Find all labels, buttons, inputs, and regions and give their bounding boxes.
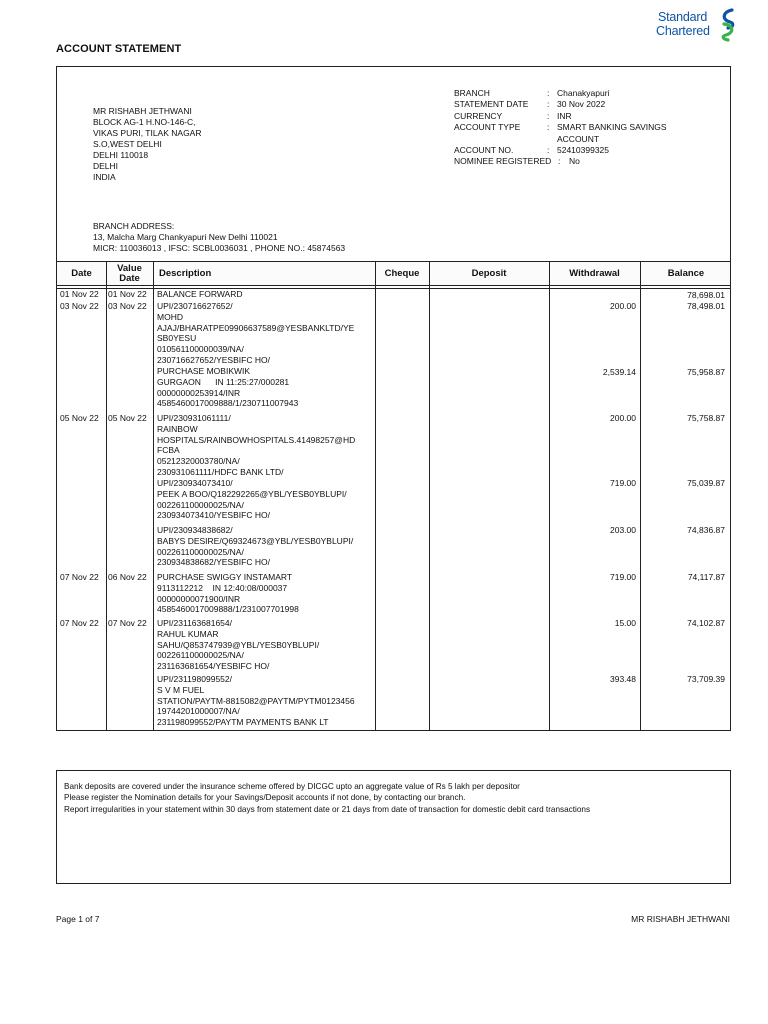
notes-text	[64, 781, 590, 815]
row-value-date: 01 Nov 22	[108, 289, 147, 299]
info-label: BRANCH	[454, 88, 490, 98]
row-description: PURCHASE MOBIKWIK GURGAON IN 11:25:27/000281 00000000253914/INR 4585460017009888/1/230711007943	[157, 366, 299, 409]
page-number: Page 1 of 7	[56, 914, 100, 924]
row-date: 07 Nov 22	[60, 572, 99, 582]
branch-codes-line: MICR: 110036013 , IFSC: SCBL0036031 , PHONE NO.: 45874563	[93, 242, 346, 253]
info-value: SMART BANKING SAVINGS	[557, 122, 667, 133]
info-colon: :	[547, 144, 550, 155]
col-header-date: Date	[71, 267, 92, 279]
address-line: DELHI	[93, 161, 119, 171]
address-line: VIKAS PURI, TILAK NAGAR	[93, 128, 202, 138]
info-value: No	[569, 156, 580, 167]
col-header-deposit: Deposit	[471, 267, 507, 279]
row-description: UPI/231163681654/ RAHUL KUMAR SAHU/Q853747939@YBL/YESB0YBLUPI/ 002261100000025/NA/ 231163681654/YESBIFC HO/	[157, 618, 320, 672]
info-colon: :	[558, 156, 561, 167]
row-description: UPI/231198099552/ S V M FUEL STATION/PAYTM-8815082@PAYTM/PYTM0123456 19744201000007/NA/ 231198099552/PAYTM PAYMENTS BANK LT	[157, 674, 355, 728]
row-date: 01 Nov 22	[60, 289, 99, 299]
info-value: INR	[557, 110, 572, 121]
info-label: NOMINEE REGISTERED	[454, 156, 552, 167]
customer-address-block	[93, 106, 202, 183]
row-balance: 75,958.87	[687, 367, 725, 377]
note-line: Bank deposits are covered under the insurance scheme offered by DICGC upto an aggregate value of Rs 5 lakh per depositor	[64, 782, 520, 791]
info-label: ACCOUNT TYPE	[454, 122, 521, 133]
col-header-withdrawal: Withdrawal	[569, 267, 620, 279]
note-line: Please register the Nomination details for your Savings/Deposit accounts if not done, by contacting our branch.	[64, 793, 466, 803]
row-withdrawal: 200.00	[610, 413, 636, 423]
column-divider	[153, 262, 154, 731]
column-divider	[640, 262, 641, 731]
branch-address-line: 13, Malcha Marg Chankyapuri New Delhi 110021	[93, 231, 278, 242]
logo-text-line2: Chartered	[656, 24, 710, 38]
row-withdrawal: 203.00	[610, 525, 636, 535]
address-line: S.O,WEST DELHI	[93, 139, 162, 149]
row-description: UPI/230934838682/ BABYS DESIRE/Q69324673@YBL/YESB0YBLUPI/ 002261100000025/NA/ 230934838682/YESBIFC HO/	[157, 525, 354, 568]
column-divider	[549, 262, 550, 731]
bank-logo	[656, 8, 740, 42]
info-colon: :	[547, 122, 550, 133]
row-balance: 74,836.87	[687, 525, 725, 535]
row-value-date: 07 Nov 22	[108, 618, 147, 628]
address-line: DELHI 110018	[93, 150, 149, 160]
row-description: UPI/230931061111/ RAINBOW HOSPITALS/RAINBOWHOSPITALS.41498257@HD FCBA 05212320003780/NA/ 230931061111/HDFC BANK LTD/	[157, 413, 356, 477]
row-description: UPI/230934073410/ PEEK A BOO/Q182292265@YBL/YESB0YBLUPI/ 002261100000025/NA/ 230934073410/YESBIFC HO/	[157, 478, 347, 521]
footer-customer-name: MR RISHABH JETHWANI	[631, 914, 730, 924]
row-withdrawal: 200.00	[610, 301, 636, 311]
info-value: Chanakyapuri	[557, 88, 610, 98]
info-value: ACCOUNT	[557, 133, 600, 144]
address-line: INDIA	[93, 172, 116, 182]
row-withdrawal: 393.48	[610, 674, 636, 684]
branch-address-block	[93, 221, 345, 253]
column-divider	[375, 262, 376, 731]
row-withdrawal: 719.00	[610, 572, 636, 582]
address-line: BLOCK AG-1 H.NO-146-C,	[93, 117, 196, 127]
info-label: ACCOUNT NO.	[454, 144, 514, 155]
col-header-cheque: Cheque	[384, 267, 420, 279]
row-date: 07 Nov 22	[60, 618, 99, 628]
row-date: 05 Nov 22	[60, 413, 99, 423]
logo-text-line1: Standard	[658, 10, 708, 24]
info-label: STATEMENT DATE	[454, 99, 529, 110]
column-divider	[106, 262, 107, 731]
bank-logo-icon	[718, 8, 738, 42]
row-date: 03 Nov 22	[60, 301, 99, 311]
transactions-table	[56, 262, 731, 731]
row-value-date: 03 Nov 22	[108, 301, 147, 311]
row-value-date: 06 Nov 22	[108, 572, 147, 582]
info-colon: :	[547, 110, 550, 121]
branch-address-heading: BRANCH ADDRESS:	[93, 221, 175, 231]
row-description: PURCHASE SWIGGY INSTAMART 9113112212 IN 12:40:08/000037 00000000071900/INR 4585460017009888/1/231007701998	[157, 572, 299, 615]
page-title: ACCOUNT STATEMENT	[56, 43, 182, 55]
row-description: UPI/230716627652/ MOHD AJAJ/BHARATPE09906637589@YESBANKLTD/YE SB0YESU 010561100000039/NA/ 230716627652/YESBIFC HO/	[157, 301, 355, 365]
customer-name: MR RISHABH JETHWANI	[93, 106, 192, 116]
row-balance: 78,698.01	[687, 290, 725, 300]
info-colon: :	[547, 99, 550, 110]
info-value: 52410399325	[557, 144, 610, 155]
info-label: CURRENCY	[454, 110, 503, 121]
info-colon: :	[547, 88, 550, 98]
note-line: Report irregularities in your statement within 30 days from statement date or 21 days from date of transaction for domestic debit card transactions	[64, 804, 591, 814]
col-header-value-date-line1: Value	[117, 262, 142, 274]
row-balance: 78,498.01	[687, 301, 725, 311]
col-header-description: Description	[159, 267, 212, 279]
info-value: 30 Nov 2022	[557, 99, 606, 110]
row-withdrawal: 2,539.14	[602, 367, 636, 377]
row-balance: 74,117.87	[687, 572, 725, 582]
row-balance: 75,758.87	[687, 413, 725, 423]
row-balance: 75,039.87	[687, 478, 725, 488]
row-withdrawal: 719.00	[610, 478, 636, 488]
row-balance: 73,709.39	[687, 674, 725, 684]
col-header-balance: Balance	[667, 267, 705, 279]
col-header-value-date-line2: Date	[119, 272, 140, 284]
row-description: BALANCE FORWARD	[157, 289, 243, 299]
column-divider	[429, 262, 430, 731]
row-withdrawal: 15.00	[614, 618, 636, 628]
row-value-date: 05 Nov 22	[108, 413, 147, 423]
row-balance: 74,102.87	[687, 618, 725, 628]
table-header	[57, 262, 730, 286]
col-header-value-date	[106, 262, 153, 285]
